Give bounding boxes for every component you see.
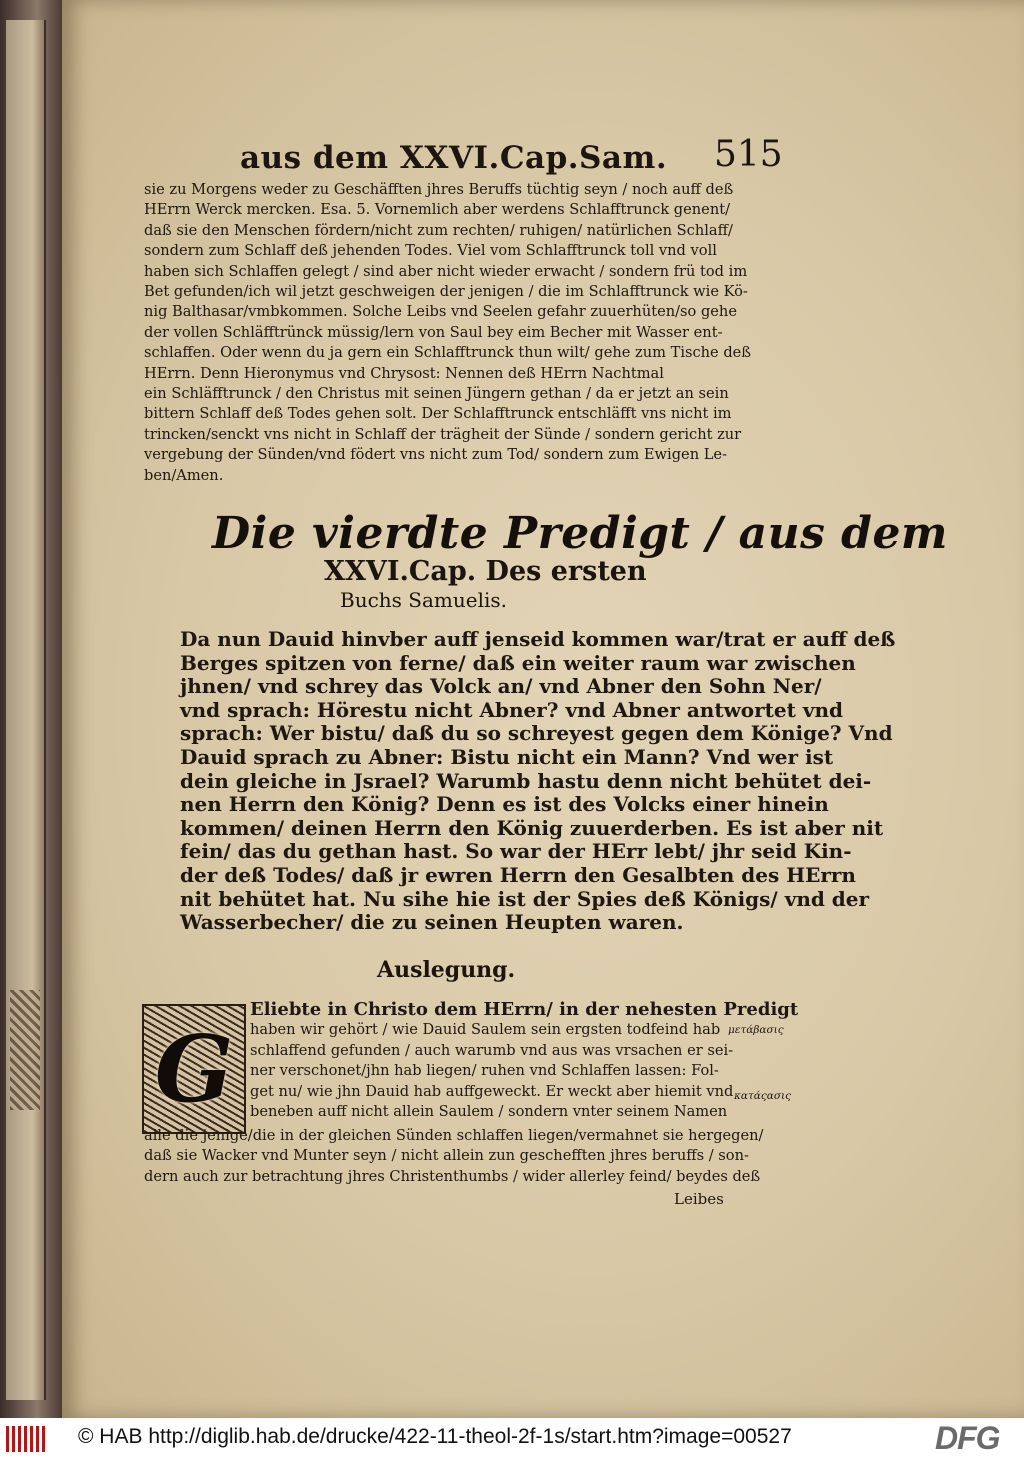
sermon-title: Die vierdte Predigt / aus dem (212, 508, 948, 559)
scripture-passage (180, 627, 896, 935)
scripture-line: Dauid sprach zu Abner: Bistu nicht ein Mann? Vnd wer ist (180, 744, 834, 769)
scripture-line: Wasserbecher/ die zu seinen Heupten waren. (180, 910, 684, 935)
text-line: haben wir gehört / wie Dauid Saulem sein ergsten todfeind hab (250, 1021, 721, 1039)
scripture-line: jhnen/ vnd schrey das Volck an/ vnd Abner den Sohn Ner/ (180, 674, 822, 699)
text-line: sondern zum Schlaff deß jehenden Todes. Viel vom Schlafftrunck toll vnd voll (144, 242, 717, 260)
scripture-line: sprach: Wer bistu/ daß du so schreyest gegen dem Könige? Vnd (180, 721, 893, 746)
text-line: daß sie Wacker vnd Munter seyn / nicht allein zun geschefften jhres beruffs / son- (144, 1147, 749, 1165)
text-line: Bet gefunden/ich wil jetzt geschweigen der jenigen / die im Schlafftrunck wie Kö- (144, 283, 748, 301)
page-number: 515 (714, 134, 783, 175)
scripture-line: der deß Todes/ daß jr ewren Herrn den Gesalbten des HErrn (180, 862, 856, 887)
text-line: schlaffend gefunden / auch warumb vnd aus was vrsachen er sei- (250, 1041, 734, 1059)
scripture-line: dein gleiche in Jsrael? Warumb hastu denn nicht behütet dei- (180, 768, 872, 793)
text-line: ner verschonet/jhn hab liegen/ ruhen vnd Schlaffen lassen: Fol- (250, 1062, 719, 1080)
text-line: beneben auff nicht allein Saulem / sondern vnter seinem Namen (250, 1103, 728, 1121)
paragraph-1 (144, 180, 752, 486)
previous-page-edge (6, 20, 46, 1400)
text-line: HErrn Werck mercken. Esa. 5. Vornemlich aber werdens Schlafftrunck genent/ (144, 201, 730, 219)
paragraph-2-full (144, 1126, 764, 1187)
text-line: ein Schläfftrunck / den Christus mit seinen Jüngern gethan / da er jetzt an sein (144, 385, 729, 403)
text-line: ben/Amen. (144, 466, 224, 484)
margin-note: κατάςασις (734, 1090, 792, 1102)
initial-letter: G (154, 1015, 234, 1123)
scripture-line: kommen/ deinen Herrn den König zuuerderben. Es ist aber nit (180, 815, 884, 840)
section-title: Auslegung. (377, 957, 516, 983)
scanned-page (62, 0, 1024, 1418)
book-edge (0, 0, 62, 1418)
scripture-line: fein/ das du gethan hast. So war der HErr lebt/ jhr seid Kin- (180, 839, 852, 864)
text-line: schlaffen. Oder wenn du ja gern ein Schlafftrunck thun wilt/ gehe zum Tische deß (144, 344, 752, 362)
hab-logo-icon (6, 1426, 48, 1452)
text-line: get nu/ wie jhn Dauid hab auffgeweckt. Er weckt aber hiemit vnd (250, 1082, 734, 1100)
scripture-line: nit behütet hat. Nu sihe hie ist der Spies deß Königs/ vnd der (180, 886, 870, 911)
footer-bar (0, 1418, 1024, 1459)
scripture-line: Berges spitzen von ferne/ daß ein weiter raum war zwischen (180, 650, 856, 675)
dfg-logo: DFG (935, 1420, 1000, 1456)
text-line: trincken/senckt vns nicht in Schlaff der trägheit der Sünde / sondern gericht zur (144, 425, 742, 443)
scripture-line: vnd sprach: Hörestu nicht Abner? vnd Abner antwortet vnd (180, 697, 843, 722)
scripture-line: Da nun Dauid hinvber auff jenseid kommen war/trat er auff deß (180, 627, 896, 651)
text-line: sie zu Morgens weder zu Geschäfften jhres Beruffs tüchtig seyn / noch auff deß (144, 181, 734, 198)
footer-url[interactable]: © HAB http://diglib.hab.de/drucke/422-11-theol-2f-1s/start.htm?image=00527 (78, 1425, 792, 1448)
catchword: Leibes (674, 1190, 724, 1208)
sermon-subtitle-book: Buchs Samuelis. (340, 588, 508, 612)
sermon-subtitle: XXVI.Cap. Des ersten (324, 556, 647, 587)
text-line: vergebung der Sünden/vnd födert vns nicht zum Tod/ sondern zum Ewigen Le- (144, 446, 727, 464)
text-line: nig Balthasar/vmbkommen. Solche Leibs vnd Seelen gefahr zuuerhüten/so gehe (144, 303, 737, 321)
text-line: haben sich Schlaffen gelegt / sind aber nicht wieder erwacht / sondern frü tod im (144, 262, 748, 280)
text-line: dern auch zur betrachtung jhres Christenthumbs / wider allerley feind/ beydes deß (144, 1167, 761, 1185)
text-line: Eliebte in Christo dem HErrn/ in der nehesten Predigt (250, 999, 799, 1020)
ornament-fragment (10, 990, 40, 1110)
decorated-initial (142, 1004, 246, 1134)
text-line: bittern Schlaff deß Todes gehen solt. Der Schlafftrunck entschläfft vns nicht im (144, 405, 732, 423)
text-line: HErrn. Denn Hieronymus vnd Chrysost: Nennen deß HErrn Nachtmal (144, 364, 664, 382)
text-line: der vollen Schläfftrünck müssig/lern von Saul bey eim Becher mit Wasser ent- (144, 323, 723, 341)
text-line: alle die jenige/die in der gleichen Sünden schlaffen liegen/vermahnet sie hergegen/ (144, 1127, 764, 1144)
text-line: daß sie den Menschen fördern/nicht zum rechten/ ruhigen/ natürlichen Schlaff/ (144, 221, 733, 239)
scripture-line: nen Herrn den König? Denn es ist des Volcks einer hinein (180, 792, 829, 817)
margin-note: μετάβασις (728, 1024, 784, 1036)
running-head: aus dem XXVI.Cap.Sam. (240, 140, 668, 176)
